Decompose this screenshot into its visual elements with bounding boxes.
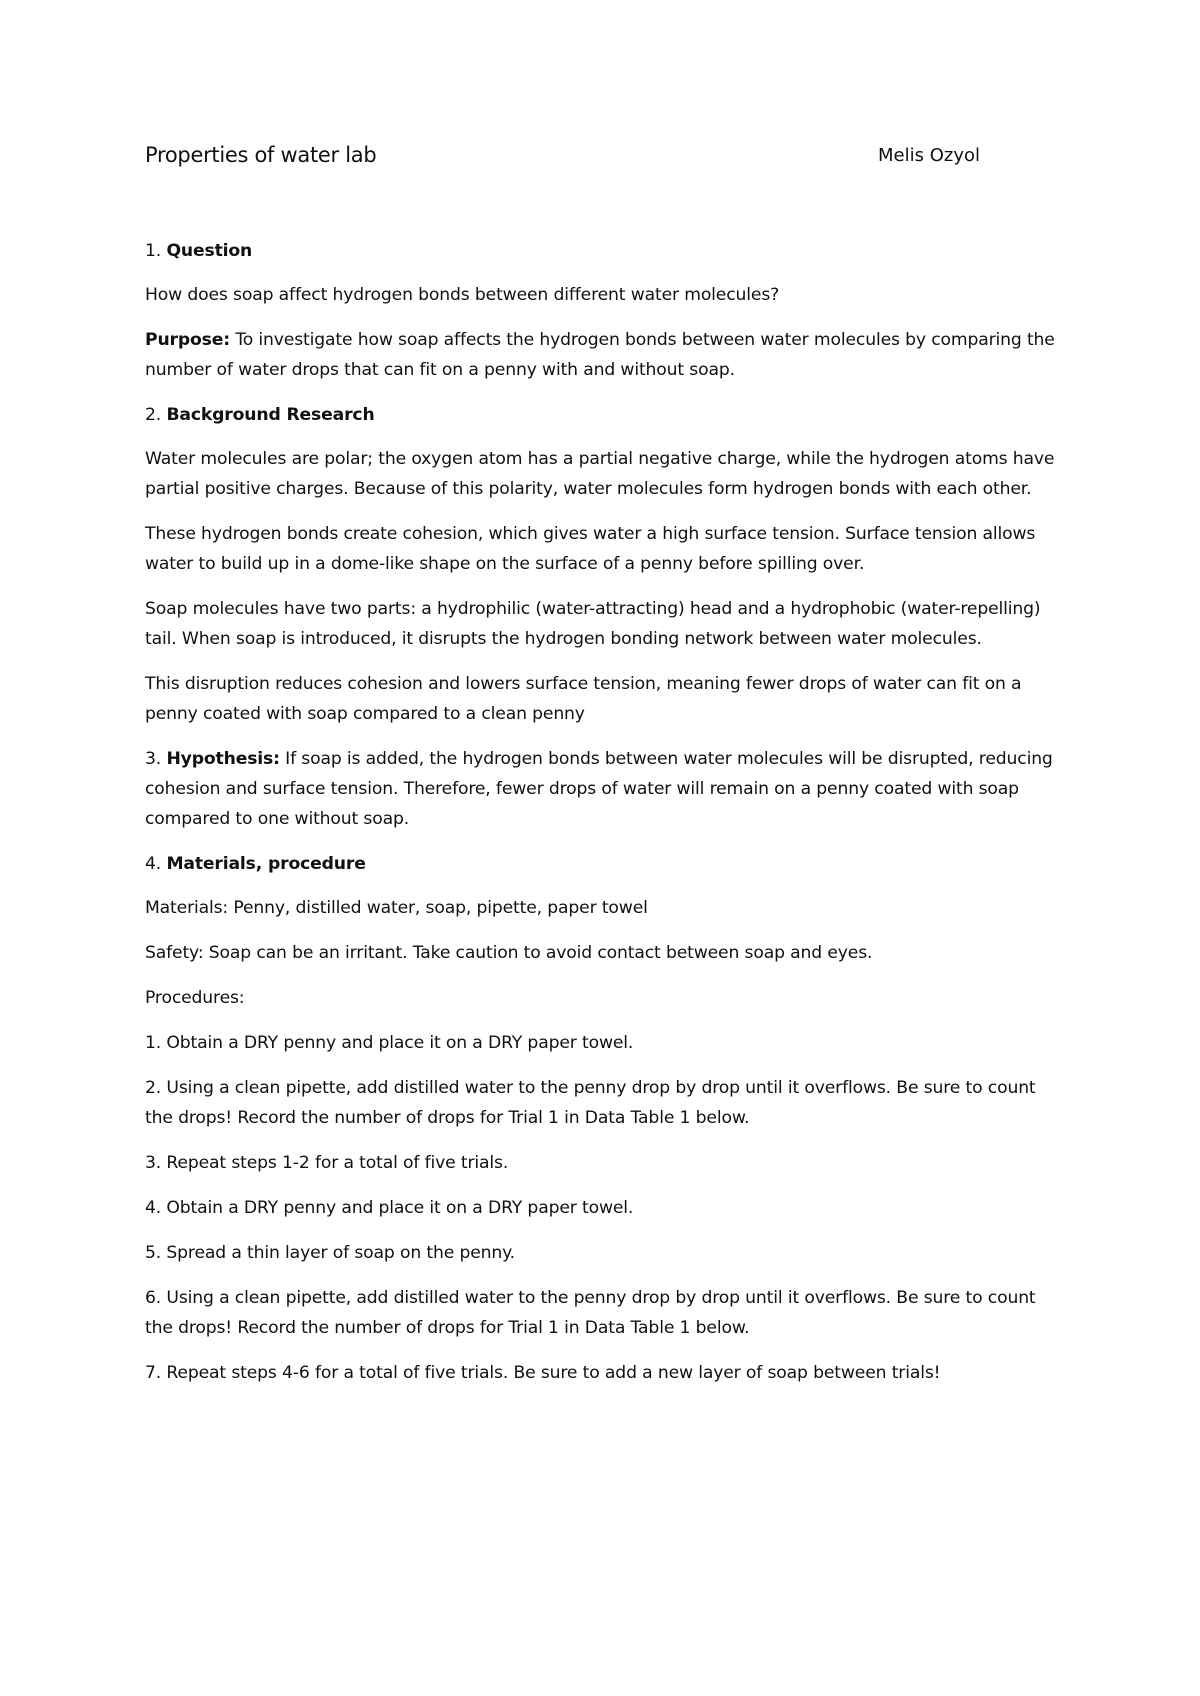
section-title: Materials, procedure	[166, 854, 366, 874]
procedure-step: 6. Using a clean pipette, add distilled water to the penny drop by drop until it overflows. Be sure to count the drops! Record the number of drops for Trial 1 in Data Table 1 below.	[145, 1288, 1036, 1338]
hypothesis-text: If soap is added, the hydrogen bonds between water molecules will be disrupted, reducing cohesion and surface tension. Therefore, fewer drops of water will remain on a penny coated with soap compared to one without soap.	[145, 749, 1053, 829]
procedure-step: 3. Repeat steps 1-2 for a total of five trials.	[145, 1153, 509, 1173]
procedure-step: 1. Obtain a DRY penny and place it on a DRY paper towel.	[145, 1033, 634, 1053]
document-body	[145, 236, 1065, 1403]
section-title: Background Research	[166, 405, 375, 425]
document-title: Properties of water lab	[145, 143, 377, 167]
section-heading-materials	[145, 849, 1065, 879]
purpose-label: Purpose:	[145, 330, 230, 350]
hypothesis-paragraph	[145, 744, 1065, 834]
section-number: 1.	[145, 241, 162, 261]
hypothesis-label: Hypothesis:	[166, 749, 280, 769]
section-heading-question	[145, 236, 1065, 266]
purpose-paragraph	[145, 325, 1065, 385]
procedure-step: 2. Using a clean pipette, add distilled water to the penny drop by drop until it overflows. Be sure to count the drops! Record the number of drops for Trial 1 in Data Table 1 below.	[145, 1078, 1036, 1128]
background-paragraph: These hydrogen bonds create cohesion, which gives water a high surface tension. Surface tension allows water to build up in a dome-like shape on the surface of a penny before spilling over.	[145, 524, 1036, 574]
procedure-step: 5. Spread a thin layer of soap on the penny.	[145, 1243, 515, 1263]
section-title: Question	[166, 241, 253, 261]
background-paragraph: Water molecules are polar; the oxygen atom has a partial negative charge, while the hydrogen atoms have partial positive charges. Because of this polarity, water molecules form hydrogen bonds with each other.	[145, 449, 1055, 499]
section-heading-background	[145, 400, 1065, 430]
author-name: Melis Ozyol	[878, 145, 980, 166]
background-paragraph: Soap molecules have two parts: a hydrophilic (water-attracting) head and a hydrophobic (water-repelling) tail. When soap is introduced, it disrupts the hydrogen bonding network between water molecules.	[145, 599, 1041, 649]
question-text: How does soap affect hydrogen bonds between different water molecules?	[145, 285, 780, 305]
procedure-step: 4. Obtain a DRY penny and place it on a DRY paper towel.	[145, 1198, 634, 1218]
procedures-label: Procedures:	[145, 988, 245, 1008]
section-number: 2.	[145, 405, 162, 425]
section-number: 3.	[145, 749, 162, 769]
purpose-text: To investigate how soap affects the hydrogen bonds between water molecules by comparing the number of water drops that can fit on a penny with and without soap.	[145, 330, 1055, 380]
safety-note: Safety: Soap can be an irritant. Take caution to avoid contact between soap and eyes.	[145, 943, 873, 963]
section-number: 4.	[145, 854, 162, 874]
background-paragraph: This disruption reduces cohesion and lowers surface tension, meaning fewer drops of water can fit on a penny coated with soap compared to a clean penny	[145, 674, 1022, 724]
procedure-step: 7. Repeat steps 4-6 for a total of five trials. Be sure to add a new layer of soap between trials!	[145, 1363, 941, 1383]
procedure-steps	[145, 1028, 1065, 1388]
document-header	[145, 143, 980, 177]
materials-list: Materials: Penny, distilled water, soap, pipette, paper towel	[145, 898, 648, 918]
